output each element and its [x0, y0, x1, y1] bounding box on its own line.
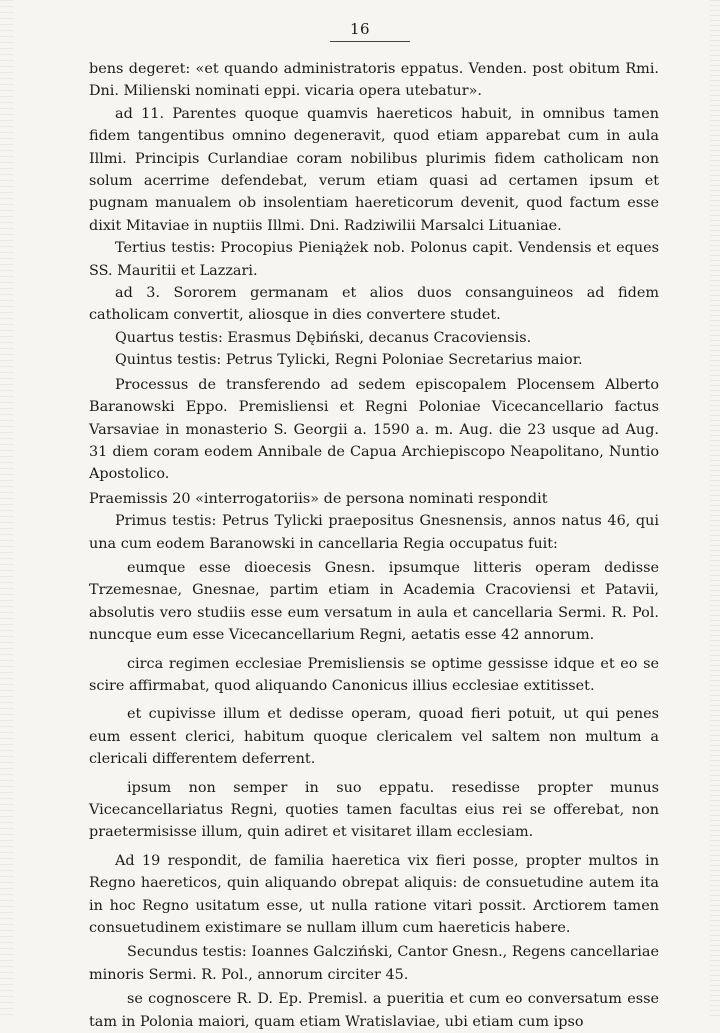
page-number: 16 — [349, 20, 371, 38]
paragraph-3: Tertius testis: Procopius Pieniążek nob. Polonus capit. Vendensis et eques SS. Mauritii et Lazzari. — [89, 240, 659, 279]
body-text — [89, 58, 659, 1033]
paragraph-9: Primus testis: Petrus Tylicki praepositus Gnesnensis, annos natus 46, qui una cum eodem Baranowski in cancellaria Regia occupatus fuit: — [89, 513, 659, 552]
paragraph-7: Processus de transferendo ad sedem episcopalem Plocensem Alberto Baranowski Eppo. Premisliensi et Regni Poloniae Vicecancellario factus Varsaviae in monasterio S. Georgii a. 1590 a. m. Aug. die 23 usque ad Aug. 31 diem coram eodem Annibale de Capua Archiepiscopo Neapolitano, Nuntio Apostolico. — [89, 376, 659, 483]
page-edge-left — [0, 0, 14, 1019]
paragraph-2: ad 11. Parentes quoque quamvis haereticos habuit, in omnibus tamen fidem tangentibus omnino degeneravit, quod etiam apparebat cum in aula Illmi. Principis Curlandiae coram nobilibus plurimis fidem catholicam non solum acerrime defendebat, verum etiam quasi ad certamen ipsum et pugnam manualem ob insolentiam haereticorum devenit, quod factum esse dixit Mitaviae in nuptiis Illmi. Dni. Radziwilii Marsalci Lituaniae. — [89, 105, 659, 234]
paragraph-5: Quartus testis: Erasmus Dębiński, decanus Cracoviensis. — [115, 329, 532, 346]
paragraph-15: Secundus testis: Ioannes Galcziński, Cantor Gnesn., Regens cancellariae minoris Sermi. R. Pol., annorum circiter 45. — [89, 944, 659, 983]
paragraph-11: circa regimen ecclesiae Premisliensis se optime gessisse idque et eo se scire affirmabat, quod aliquando Canonicus illius ecclesiae extitisset. — [89, 655, 659, 694]
header-rule — [330, 41, 410, 42]
paragraph-13: ipsum non semper in suo eppatu. resedisse propter munus Vicecancellariatus Regni, quoties tamen facultas eius rei se offerebat, non praetermisisse illum, quin adiret et visitaret illam ecclesiam. — [89, 779, 659, 841]
paragraph-16: se cognoscere R. D. Ep. Premisl. a pueritia et cum eo conversatum esse tam in Polonia maiori, quam etiam Wratislaviae, ubi etiam cum ipso — [89, 991, 659, 1030]
paragraph-4: ad 3. Sororem germanam et alios duos consanguineos ad fidem catholicam convertit, aliosque in dies convertere studet. — [89, 285, 659, 324]
paragraph-8: Praemissis 20 «interrogatoriis» de persona nominati respondit — [89, 490, 548, 507]
paragraph-14: Ad 19 respondit, de familia haeretica vix fieri posse, propter multos in Regno haereticos, quin aliquando obrepat aliquis: de consuetudine autem ita in hoc Regno usitatum esse, ut nulla ratione vitari possit. Arctiorem tamen consuetudinem existimare se nullam illum cum haereticis habere. — [89, 852, 659, 937]
paragraph-12: et cupivisse illum et dedisse operam, quoad fieri potuit, ut qui penes eum essent clerici, habitum quoque clericalem vel saltem non multum a clericali differentem deferrent. — [89, 706, 659, 768]
paragraph-10: eumque esse dioecesis Gnesn. ipsumque litteris operam dedisse Trzemesnae, Gnesnae, partim etiam in Academia Cracoviensi et Patavii, absolutis vero studiis esse eum versatum in aula et cancellaria Sermi. R. Pol. nuncque eum esse Vicecancellarium Regni, aetatis esse 42 annorum. — [89, 559, 659, 644]
paragraph-6: Quintus testis: Petrus Tylicki, Regni Poloniae Secretarius maior. — [115, 352, 583, 369]
paragraph-1: bens degeret: «et quando administratoris eppatus. Venden. post obitum Rmi. Dni. Milienski nominati eppi. vicaria opera utebatur». — [89, 61, 659, 100]
page-edge-right — [710, 0, 720, 1019]
